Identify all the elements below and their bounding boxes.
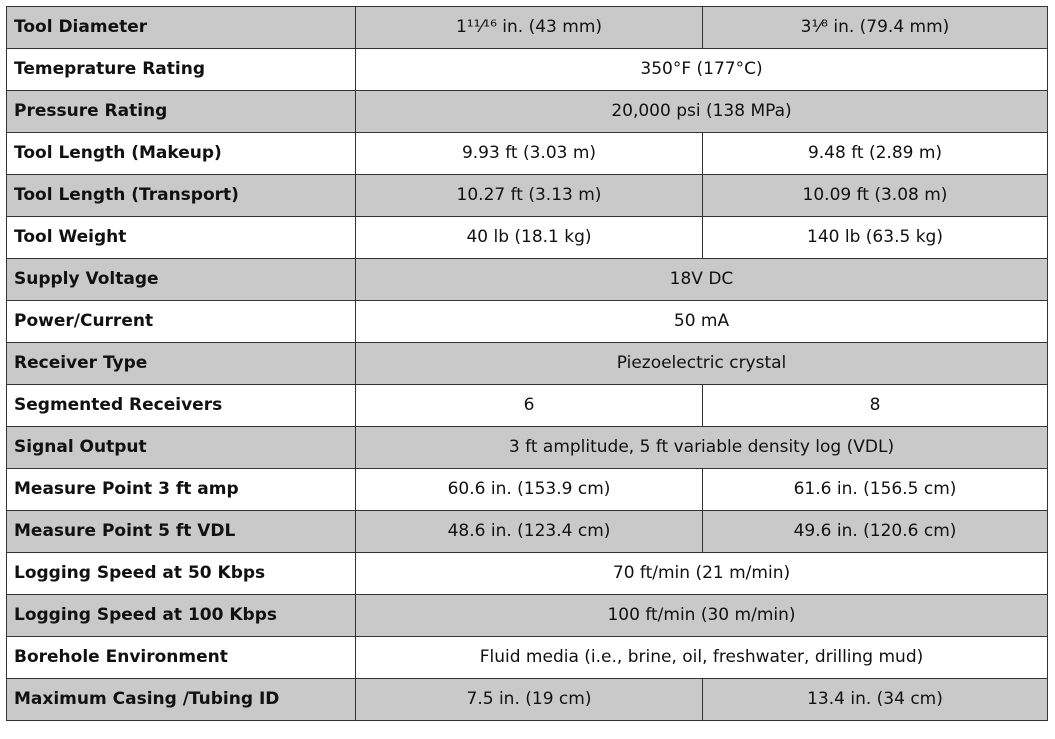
row-value: 18V DC — [356, 259, 1048, 301]
row-value: 48.6 in. (123.4 cm) — [356, 511, 703, 553]
row-value: 13.4 in. (34 cm) — [703, 679, 1048, 721]
table-row — [7, 553, 1048, 595]
row-value: 9.48 ft (2.89 m) — [703, 133, 1048, 175]
row-label: Borehole Environment — [7, 637, 356, 679]
row-label: Logging Speed at 100 Kbps — [7, 595, 356, 637]
table-row — [7, 343, 1048, 385]
row-label: Measure Point 5 ft VDL — [7, 511, 356, 553]
table-row — [7, 7, 1048, 49]
row-value: 6 — [356, 385, 703, 427]
row-value: 10.09 ft (3.08 m) — [703, 175, 1048, 217]
row-label: Pressure Rating — [7, 91, 356, 133]
row-value: 9.93 ft (3.03 m) — [356, 133, 703, 175]
row-label: Tool Diameter — [7, 7, 356, 49]
table-row — [7, 469, 1048, 511]
row-label: Temeprature Rating — [7, 49, 356, 91]
row-label: Maximum Casing /Tubing ID — [7, 679, 356, 721]
row-value: Fluid media (i.e., brine, oil, freshwater, drilling mud) — [356, 637, 1048, 679]
row-value: 140 lb (63.5 kg) — [703, 217, 1048, 259]
table-row — [7, 91, 1048, 133]
row-value: 61.6 in. (156.5 cm) — [703, 469, 1048, 511]
row-value: 60.6 in. (153.9 cm) — [356, 469, 703, 511]
spec-table — [6, 6, 1048, 721]
spec-table-body — [7, 7, 1048, 721]
row-value: 7.5 in. (19 cm) — [356, 679, 703, 721]
row-label: Receiver Type — [7, 343, 356, 385]
table-row — [7, 637, 1048, 679]
row-value: 1¹¹⁄¹⁶ in. (43 mm) — [356, 7, 703, 49]
table-row — [7, 49, 1048, 91]
table-row — [7, 133, 1048, 175]
row-label: Power/Current — [7, 301, 356, 343]
row-value: 3¹⁄⁸ in. (79.4 mm) — [703, 7, 1048, 49]
table-row — [7, 301, 1048, 343]
row-label: Tool Length (Transport) — [7, 175, 356, 217]
table-row — [7, 511, 1048, 553]
row-label: Tool Weight — [7, 217, 356, 259]
row-value: 100 ft/min (30 m/min) — [356, 595, 1048, 637]
table-row — [7, 595, 1048, 637]
table-row — [7, 259, 1048, 301]
table-row — [7, 679, 1048, 721]
table-row — [7, 217, 1048, 259]
row-label: Logging Speed at 50 Kbps — [7, 553, 356, 595]
row-value: 20,000 psi (138 MPa) — [356, 91, 1048, 133]
table-row — [7, 175, 1048, 217]
row-label: Tool Length (Makeup) — [7, 133, 356, 175]
row-value: 350°F (177°C) — [356, 49, 1048, 91]
row-value: 3 ft amplitude, 5 ft variable density log (VDL) — [356, 427, 1048, 469]
row-value: 49.6 in. (120.6 cm) — [703, 511, 1048, 553]
row-value: 10.27 ft (3.13 m) — [356, 175, 703, 217]
row-value: 70 ft/min (21 m/min) — [356, 553, 1048, 595]
row-value: 50 mA — [356, 301, 1048, 343]
row-label: Supply Voltage — [7, 259, 356, 301]
row-value: 8 — [703, 385, 1048, 427]
row-value: 40 lb (18.1 kg) — [356, 217, 703, 259]
row-label: Segmented Receivers — [7, 385, 356, 427]
row-value: Piezoelectric crystal — [356, 343, 1048, 385]
row-label: Measure Point 3 ft amp — [7, 469, 356, 511]
table-row — [7, 385, 1048, 427]
table-row — [7, 427, 1048, 469]
row-label: Signal Output — [7, 427, 356, 469]
